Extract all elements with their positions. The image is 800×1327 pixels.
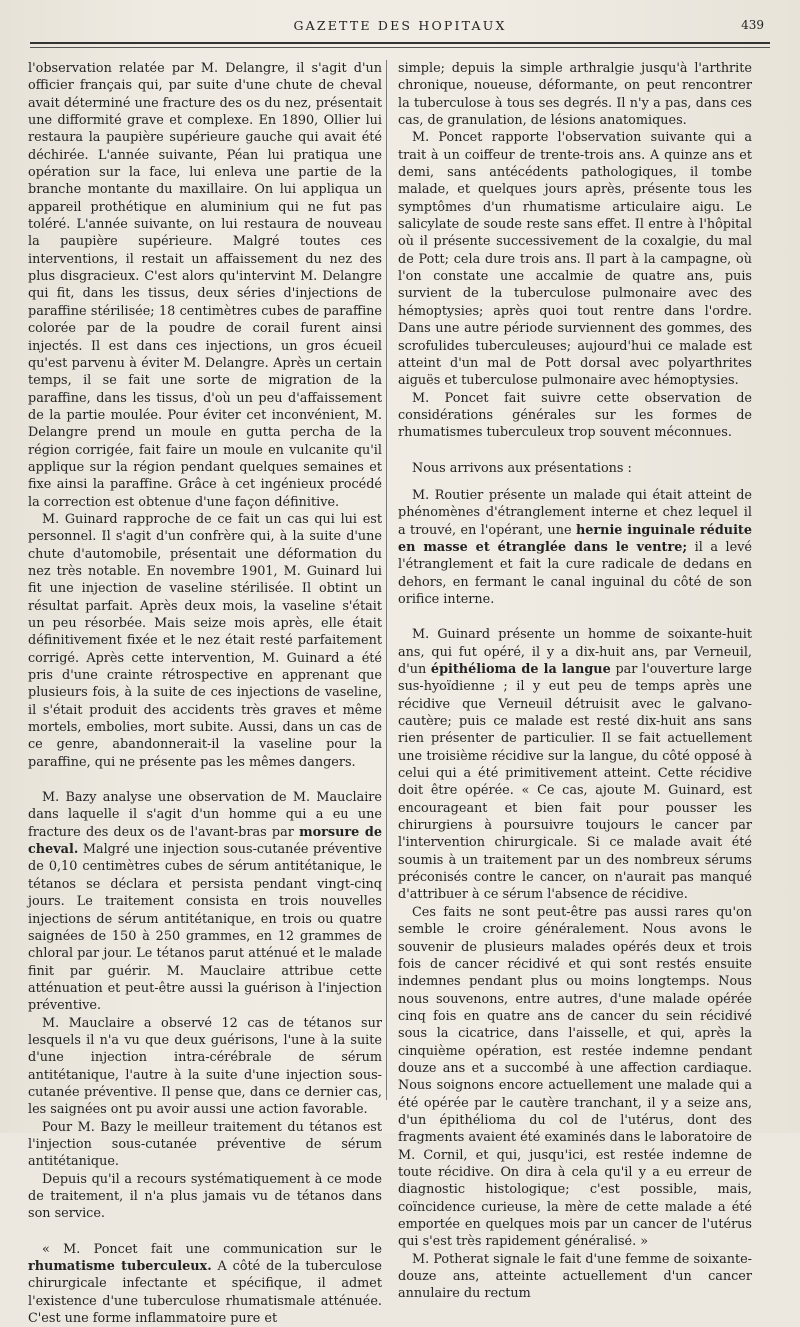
paragraph: M. Poncet fait suivre cette observation de considérations générales sur les formes de rhumatismes tuberculeux trop souvent méconnues. xyxy=(398,390,752,441)
paragraph xyxy=(398,626,752,904)
left-column xyxy=(28,60,382,1327)
paragraph: Pour M. Bazy le meilleur traitement du tétanos est l'injection sous-cutanée préventive de sérum antitétanique. xyxy=(28,1119,382,1170)
paragraph: Depuis qu'il a recours systématiquement à ce mode de traitement, il n'a plus jamais vu de tétanos dans son service. xyxy=(28,1171,382,1222)
paragraph-text: M. Bazy analyse une observation de M. Mauclaire dans laquelle il s'agit d'un homme qui a eu une fracture des deux os de l'avant-bras par xyxy=(28,790,382,840)
paragraph-text: il a levé l'étranglement et fait la cure radicale de dedans en dehors, en fermant le canal inguinal du côté de son orifice interne. xyxy=(398,539,752,607)
paragraph-text: Malgré une injection sous-cutanée préventive de 0,10 centimètres cubes de sérum antitétanique, le tétanos se déclara et persista pendant vingt-cinq jours. Le traitement consista en trois nouvelles injections de sérum antitétanique, en trois ou quatre saignées de 150 à 250 grammes, en 12 grammes de chloral par jour. Le tétanos parut atténué et le malade finit par guérir. M. Mauclaire attribue cette atténuation et peut-être aussi la guérison à l'injection préventive. xyxy=(28,842,382,1014)
paragraph-text: « M. Poncet fait une communication sur le xyxy=(42,1241,382,1257)
paragraph: Ces faits ne sont peut-être pas aussi rares qu'on semble le croire généralement. Nous avons le souvenir de plusieurs malades opérés deux et trois fois de cancer récidivé et qui sont restés ensuite indemnes pendant plus ou moins longtemps. Nous nous souvenons, entre autres, d'une malade opérée cinq fois en quatre ans de cancer du sein récidivé sous la cicatrice, dans l'aisselle, et qui, après la cinquième opération, est restée indemne pendant douze ans et a succombé à une affection cardiaque. Nous soignons encore actuellement une malade qui a été opérée par le cautère tranchant, il y a seize ans, d'un épithélioma du col de l'utérus, dont des fragments avaient été examinés dans le laboratoire de M. Cornil, et qui, jusqu'ici, est restée indemne de toute récidive. On dira à cela qu'il y a eu erreur de diagnostic histologique; c'est possible, mais, coïncidence curieuse, la mère de cette malade a été emportée en quelques mois par un cancer de l'utérus qui s'est très rapidement généralisé. » xyxy=(398,904,752,1250)
bold-term: hernie inguinale réduite en masse et étranglée dans le ventre; xyxy=(398,522,752,555)
paragraph xyxy=(28,789,382,1014)
bold-term: épithélioma de la langue xyxy=(430,662,611,677)
paragraph-text: M. Guinard présente un homme de soixante-huit ans, qui fut opéré, il y a dix-huit ans, par Verneuil, d'un xyxy=(398,627,752,677)
page-number: 439 xyxy=(741,18,764,32)
paragraph: M. Potherat signale le fait d'une femme de soixante-douze ans, atteinte actuellement d'un cancer annulaire du rectum xyxy=(398,1251,752,1302)
paragraph: l'observation relatée par M. Delangre, il s'agit d'un officier français qui, par suite d'une chute de cheval avait déterminé une fracture des os du nez, présentait une difformité grave et complexe. En 1890, Ollier lui restaura la paupière supérieure gauche qui avait été déchirée. L'année suivante, Péan lui pratiqua une opération sur la face, lui enleva une partie de la branche montante du maxillaire. On lui appliqua un appareil prothétique en aluminium qui ne fut pas toléré. L'année suivante, on lui restaura de nouveau la paupière supérieure. Malgré toutes ces interventions, il restait un affaissement du nez des plus disgracieux. C'est alors qu'intervint M. Delangre qui fit, dans les tissus, deux séries d'injections de paraffine stérilisée; 18 centimètres cubes de paraffine colorée par de la poudre de corail furent ainsi injectés. Il est dans ces injections, un gros écueil qu'est parvenu à éviter M. Delangre. Après un certain temps, il se fait une sorte de migration de la paraffine, dans les tissus, d'où un peu d'affaissement de la partie moulée. Pour éviter cet inconvénient, M. Delangre prend un moule en gutta percha de la région corrigée, fait faire un moule en vulcanite qu'il applique sur la région pendant quelques semaines et fixe ainsi la paraffine. Grâce à cet ingénieux procédé la correction est obtenue d'une façon définitive. xyxy=(28,61,382,510)
paragraph: M. Mauclaire a observé 12 cas de tétanos sur lesquels il n'a vu que deux guérisons, l'une à la suite d'une injection intra-cérébrale de sérum antitétanique, l'autre à la suite d'une injection sous-cutanée préventive. Il pense que, dans ce dernier cas, les saignées ont pu avoir aussi une action favorable. xyxy=(28,1015,382,1118)
bold-term: morsure de cheval. xyxy=(28,824,382,858)
paragraph: simple; depuis la simple arthralgie jusqu'à l'arthrite chronique, noueuse, déformante, on peut rencontrer la tuberculose à tous ses degrés. Il n'y a pas, dans ces cas, de granulation, de lésions anatomiques. xyxy=(398,61,752,129)
running-title: GAZETTE DES HOPITAUX xyxy=(293,18,507,33)
page-header xyxy=(30,18,770,40)
paragraph: Nous arrivons aux présentations : xyxy=(412,460,632,476)
right-column xyxy=(398,60,752,1303)
paragraph: M. Guinard rapproche de ce fait un cas qui lui est personnel. Il s'agit d'un confrère qui, à la suite d'une chute d'automobile, présentait une déformation du nez très notable. En novembre 1901, M. Guinard lui fit une injection de vaseline stérilisée. Il obtint un résultat parfait. Après deux mois, la vaseline s'était un peu résorbée. Mais seize mois après, elle était définitivement fixée et le nez était resté parfaitement corrigé. Après cette intervention, M. Guinard a été pris d'une crainte rétrospective en apprenant que plusieurs fois, à la suite de ces injections de vaseline, il s'était produit des accidents très graves et même mortels, embolies, mort subite. Aussi, dans un cas de ce genre, abandonnerait-il la vaseline pour la paraffine, qui ne présente pas les mêmes dangers. xyxy=(28,511,382,770)
paragraph xyxy=(398,487,752,608)
paragraph-text: M. Routier présente un malade qui était atteint de phénomènes d'étranglement interne et chez lequel il a trouvé, en l'opérant, une xyxy=(398,487,752,538)
header-rule-thick xyxy=(30,42,770,44)
bold-term: rhumatisme tuberculeux. xyxy=(28,1259,212,1275)
text-columns xyxy=(28,60,778,1327)
paragraph-text: par l'ouverture large sus-hyoïdienne ; il y eut peu de temps après une récidive que Verneuil détruisit avec le galvano-cautère; puis ce malade est resté dix-huit ans sans rien présenter de particulier. Il se fait actuellement une troisième récidive sur la langue, du côté opposé à celui qui a été primitivement atteint. Cette récidive doit être opérée. « Ce cas, ajoute M. Guinard, est encourageant et bien fait pour pousser les chirurgiens à poursuivre toujours le cancer par l'intervention chirurgicale. Si ce malade avait été soumis à un traitement par un des nombreux sérums préconisés contre le cancer, on n'aurait pas manqué d'attribuer à ce sérum l'absence de récidive. xyxy=(398,662,752,903)
paragraph xyxy=(28,1241,382,1327)
header-rule-thin xyxy=(30,47,770,48)
paragraph-text: A côté de la tuberculose chirurgicale infectante et spécifique, il admet l'existence d'une tuberculose rhumatismale atténuée. C'est une forme inflammatoire pure et xyxy=(28,1259,382,1327)
paragraph: M. Poncet rapporte l'observation suivante qui a trait à un coiffeur de trente-trois ans. A quinze ans et demi, sans antécédents pathologiques, il tombe malade, et quelques jours après, présente tous les symptômes d'un rhumatisme articulaire aigu. Le salicylate de soude reste sans effet. Il entre à l'hôpital où il présente successivement de la coxalgie, du mal de Pott; cela dure trois ans. Il part à la campagne, où l'on constate une accalmie de quatre ans, puis survient de la tuberculose pulmonaire avec des hémoptysies; après quoi tout rentre dans l'ordre. Dans une autre période surviennent des gommes, des scrofulides tuberculeuses; aujourd'hui ce malade est atteint d'un mal de Pott dorsal avec polyarthrites aiguës et tuberculose pulmonaire avec hémoptysies. xyxy=(398,130,752,389)
